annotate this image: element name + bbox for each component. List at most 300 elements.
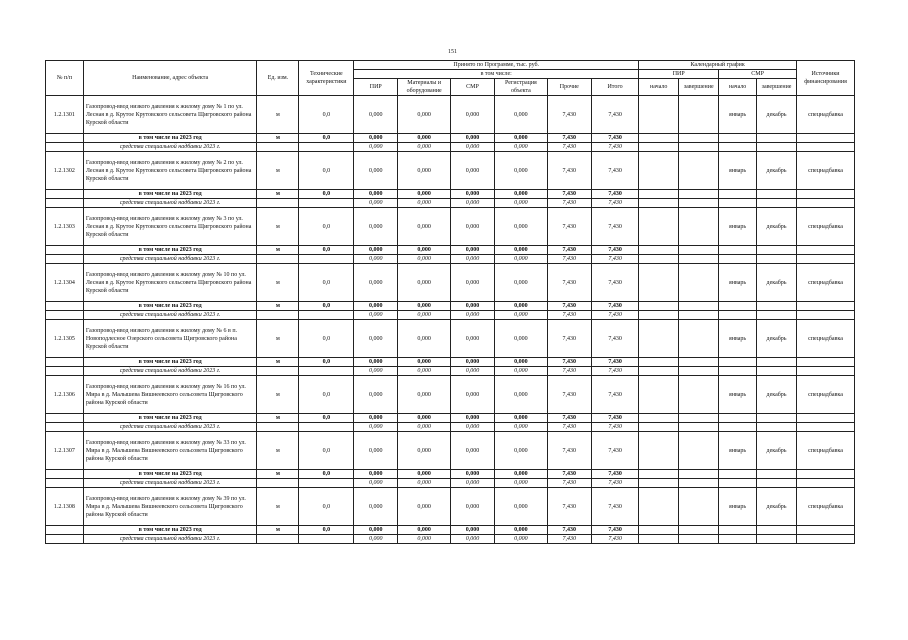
subtotal-pir: 0,000 <box>354 414 398 423</box>
special-other: 7,430 <box>547 367 591 376</box>
subtotal-tech: 0,0 <box>299 302 354 311</box>
smr-end-cell: декабрь <box>757 208 797 246</box>
special-pir: 0,000 <box>354 199 398 208</box>
registration-cell: 0,000 <box>495 376 548 414</box>
special-materials: 0,000 <box>398 199 451 208</box>
special-unit <box>257 143 299 152</box>
subtotal-total: 7,430 <box>591 358 638 367</box>
special-registration: 0,000 <box>495 535 548 544</box>
subtotal-smr: 0,000 <box>450 134 494 143</box>
subtotal-other: 7,430 <box>547 470 591 479</box>
row-number: 1.2.1302 <box>46 152 84 190</box>
sp-e3 <box>719 311 757 320</box>
total-cell: 7,430 <box>591 376 638 414</box>
other-cell: 7,430 <box>547 432 591 470</box>
special-label: средства специальной надбавки 2023 г. <box>83 367 257 376</box>
other-cell: 7,430 <box>547 96 591 134</box>
sub-e3 <box>719 190 757 199</box>
unit-cell: м <box>257 152 299 190</box>
total-cell: 7,430 <box>591 208 638 246</box>
header-pir-end: завершение <box>679 79 719 96</box>
unit-cell: м <box>257 432 299 470</box>
subtotal-other: 7,430 <box>547 134 591 143</box>
subtotal-materials: 0,000 <box>398 470 451 479</box>
special-other: 7,430 <box>547 535 591 544</box>
subtotal-total: 7,430 <box>591 414 638 423</box>
smr-start-cell: январь <box>719 96 757 134</box>
smr-end-cell: декабрь <box>757 432 797 470</box>
sub-e3 <box>719 134 757 143</box>
unit-cell: м <box>257 264 299 302</box>
special-pir: 0,000 <box>354 479 398 488</box>
header-funding: Источники финансирования <box>797 61 855 96</box>
pir-start-cell <box>639 376 679 414</box>
sub-e3 <box>719 526 757 535</box>
sub-e2 <box>679 190 719 199</box>
subtotal-registration: 0,000 <box>495 246 548 255</box>
special-registration: 0,000 <box>495 367 548 376</box>
special-registration: 0,000 <box>495 423 548 432</box>
registration-cell: 0,000 <box>495 264 548 302</box>
sub-e2 <box>679 302 719 311</box>
subtotal-registration: 0,000 <box>495 190 548 199</box>
header-program: Принято по Программе, тыс. руб. <box>354 61 639 70</box>
subtotal-smr: 0,000 <box>450 302 494 311</box>
special-total: 7,430 <box>591 535 638 544</box>
special-total: 7,430 <box>591 143 638 152</box>
special-tech <box>299 311 354 320</box>
sub-e5 <box>797 190 855 199</box>
subtotal-num <box>46 134 84 143</box>
pir-start-cell <box>639 432 679 470</box>
special-num <box>46 143 84 152</box>
sub-e5 <box>797 526 855 535</box>
special-smr: 0,000 <box>450 255 494 264</box>
table-row <box>46 432 855 470</box>
row-number: 1.2.1304 <box>46 264 84 302</box>
unit-cell: м <box>257 488 299 526</box>
subtotal-num <box>46 302 84 311</box>
special-other: 7,430 <box>547 479 591 488</box>
subtotal-registration: 0,000 <box>495 470 548 479</box>
sp-e2 <box>679 479 719 488</box>
registration-cell: 0,000 <box>495 432 548 470</box>
subtotal-other: 7,430 <box>547 246 591 255</box>
sp-e2 <box>679 143 719 152</box>
pir-start-cell <box>639 264 679 302</box>
special-row <box>46 423 855 432</box>
special-unit <box>257 479 299 488</box>
special-other: 7,430 <box>547 199 591 208</box>
subtotal-unit: м <box>257 526 299 535</box>
materials-cell: 0,000 <box>398 152 451 190</box>
sub-e4 <box>757 134 797 143</box>
smr-cell: 0,000 <box>450 432 494 470</box>
smr-cell: 0,000 <box>450 152 494 190</box>
sp-e3 <box>719 367 757 376</box>
sp-e5 <box>797 535 855 544</box>
sub-e3 <box>719 414 757 423</box>
smr-end-cell: декабрь <box>757 264 797 302</box>
sub-e2 <box>679 134 719 143</box>
tech-cell: 0,0 <box>299 320 354 358</box>
subtotal-pir: 0,000 <box>354 190 398 199</box>
subtotal-label: в том числе на 2023 год <box>83 302 257 311</box>
table-header <box>46 61 855 96</box>
special-smr: 0,000 <box>450 311 494 320</box>
sub-e2 <box>679 414 719 423</box>
subtotal-smr: 0,000 <box>450 470 494 479</box>
sp-e5 <box>797 199 855 208</box>
table-body <box>46 96 855 544</box>
sub-e5 <box>797 470 855 479</box>
subtotal-smr: 0,000 <box>450 190 494 199</box>
row-number: 1.2.1305 <box>46 320 84 358</box>
header-name: Наименование, адрес объекта <box>83 61 257 96</box>
sp-e2 <box>679 367 719 376</box>
other-cell: 7,430 <box>547 488 591 526</box>
sp-e4 <box>757 143 797 152</box>
table-row <box>46 96 855 134</box>
other-cell: 7,430 <box>547 152 591 190</box>
special-unit <box>257 199 299 208</box>
tech-cell: 0,0 <box>299 376 354 414</box>
subtotal-total: 7,430 <box>591 190 638 199</box>
sp-e2 <box>679 255 719 264</box>
sub-e3 <box>719 302 757 311</box>
sub-e4 <box>757 190 797 199</box>
pir-end-cell <box>679 264 719 302</box>
subtotal-pir: 0,000 <box>354 302 398 311</box>
subtotal-tech: 0,0 <box>299 470 354 479</box>
subtotal-materials: 0,000 <box>398 246 451 255</box>
header-incl: в том числе: <box>354 70 639 79</box>
special-smr: 0,000 <box>450 367 494 376</box>
materials-cell: 0,000 <box>398 208 451 246</box>
row-number: 1.2.1306 <box>46 376 84 414</box>
sp-e5 <box>797 311 855 320</box>
smr-end-cell: декабрь <box>757 96 797 134</box>
sp-e3 <box>719 143 757 152</box>
subtotal-row <box>46 134 855 143</box>
special-row <box>46 311 855 320</box>
special-materials: 0,000 <box>398 143 451 152</box>
sub-e2 <box>679 358 719 367</box>
pir-start-cell <box>639 208 679 246</box>
smr-cell: 0,000 <box>450 488 494 526</box>
other-cell: 7,430 <box>547 376 591 414</box>
special-registration: 0,000 <box>495 143 548 152</box>
sub-e2 <box>679 246 719 255</box>
special-tech <box>299 535 354 544</box>
sp-e5 <box>797 255 855 264</box>
subtotal-other: 7,430 <box>547 414 591 423</box>
subtotal-total: 7,430 <box>591 246 638 255</box>
table-row <box>46 208 855 246</box>
header-pir: ПИР <box>354 79 398 96</box>
special-num <box>46 367 84 376</box>
sp-e3 <box>719 423 757 432</box>
header-sched-pir: ПИР <box>639 70 719 79</box>
smr-start-cell: январь <box>719 432 757 470</box>
materials-cell: 0,000 <box>398 376 451 414</box>
subtotal-label: в том числе на 2023 год <box>83 526 257 535</box>
smr-start-cell: январь <box>719 264 757 302</box>
subtotal-row <box>46 190 855 199</box>
registration-cell: 0,000 <box>495 488 548 526</box>
subtotal-materials: 0,000 <box>398 302 451 311</box>
subtotal-label: в том числе на 2023 год <box>83 358 257 367</box>
smr-start-cell: январь <box>719 320 757 358</box>
total-cell: 7,430 <box>591 320 638 358</box>
special-registration: 0,000 <box>495 255 548 264</box>
other-cell: 7,430 <box>547 320 591 358</box>
page-number: 151 <box>448 49 457 55</box>
sp-e5 <box>797 423 855 432</box>
special-unit <box>257 255 299 264</box>
sp-e5 <box>797 479 855 488</box>
subtotal-num <box>46 358 84 367</box>
subtotal-label: в том числе на 2023 год <box>83 246 257 255</box>
special-materials: 0,000 <box>398 423 451 432</box>
special-total: 7,430 <box>591 199 638 208</box>
smr-cell: 0,000 <box>450 96 494 134</box>
subtotal-row <box>46 414 855 423</box>
subtotal-registration: 0,000 <box>495 134 548 143</box>
special-materials: 0,000 <box>398 479 451 488</box>
materials-cell: 0,000 <box>398 432 451 470</box>
pir-end-cell <box>679 96 719 134</box>
pir-start-cell <box>639 488 679 526</box>
funding-cell: спецнадбавка <box>797 96 855 134</box>
sub-e4 <box>757 470 797 479</box>
sp-e4 <box>757 423 797 432</box>
special-registration: 0,000 <box>495 479 548 488</box>
special-label: средства специальной надбавки 2023 г. <box>83 535 257 544</box>
special-smr: 0,000 <box>450 143 494 152</box>
smr-cell: 0,000 <box>450 376 494 414</box>
special-row <box>46 255 855 264</box>
subtotal-registration: 0,000 <box>495 358 548 367</box>
registration-cell: 0,000 <box>495 320 548 358</box>
subtotal-smr: 0,000 <box>450 358 494 367</box>
registration-cell: 0,000 <box>495 96 548 134</box>
sub-e4 <box>757 302 797 311</box>
subtotal-other: 7,430 <box>547 526 591 535</box>
special-unit <box>257 535 299 544</box>
funding-cell: спецнадбавка <box>797 376 855 414</box>
sub-e5 <box>797 358 855 367</box>
special-row <box>46 199 855 208</box>
special-smr: 0,000 <box>450 423 494 432</box>
smr-cell: 0,000 <box>450 264 494 302</box>
special-pir: 0,000 <box>354 367 398 376</box>
subtotal-pir: 0,000 <box>354 470 398 479</box>
object-name: Газопровод-ввод низкого давления к жилому дому № 1 по ул. Лесная в д. Крутое Крутовского сельсовета Щигровского района Курской области <box>83 96 257 134</box>
header-tech: Технические характеристики <box>299 61 354 96</box>
tech-cell: 0,0 <box>299 96 354 134</box>
special-total: 7,430 <box>591 423 638 432</box>
sp-e5 <box>797 143 855 152</box>
materials-cell: 0,000 <box>398 96 451 134</box>
subtotal-num <box>46 470 84 479</box>
special-smr: 0,000 <box>450 199 494 208</box>
special-num <box>46 255 84 264</box>
table-row <box>46 264 855 302</box>
special-total: 7,430 <box>591 255 638 264</box>
special-materials: 0,000 <box>398 367 451 376</box>
pir-end-cell <box>679 208 719 246</box>
registration-cell: 0,000 <box>495 208 548 246</box>
special-unit <box>257 311 299 320</box>
special-row <box>46 367 855 376</box>
pir-end-cell <box>679 432 719 470</box>
sub-e3 <box>719 246 757 255</box>
sp-e1 <box>639 311 679 320</box>
special-unit <box>257 423 299 432</box>
sub-e5 <box>797 134 855 143</box>
row-number: 1.2.1307 <box>46 432 84 470</box>
header-smr: СМР <box>450 79 494 96</box>
subtotal-label: в том числе на 2023 год <box>83 414 257 423</box>
header-smr-start: начало <box>719 79 757 96</box>
program-table <box>45 60 855 544</box>
sub-e1 <box>639 190 679 199</box>
subtotal-unit: м <box>257 302 299 311</box>
subtotal-num <box>46 526 84 535</box>
sub-e1 <box>639 526 679 535</box>
subtotal-smr: 0,000 <box>450 414 494 423</box>
tech-cell: 0,0 <box>299 432 354 470</box>
tech-cell: 0,0 <box>299 208 354 246</box>
sp-e4 <box>757 479 797 488</box>
header-smr-end: завершение <box>757 79 797 96</box>
subtotal-total: 7,430 <box>591 302 638 311</box>
subtotal-row <box>46 358 855 367</box>
smr-start-cell: январь <box>719 488 757 526</box>
funding-cell: спецнадбавка <box>797 208 855 246</box>
funding-cell: спецнадбавка <box>797 264 855 302</box>
subtotal-smr: 0,000 <box>450 526 494 535</box>
special-total: 7,430 <box>591 311 638 320</box>
pir-end-cell <box>679 488 719 526</box>
header-schedule: Календарный график <box>639 61 797 70</box>
sub-e4 <box>757 358 797 367</box>
sp-e2 <box>679 311 719 320</box>
pir-cell: 0,000 <box>354 488 398 526</box>
subtotal-unit: м <box>257 414 299 423</box>
row-number: 1.2.1301 <box>46 96 84 134</box>
special-num <box>46 311 84 320</box>
sub-e5 <box>797 302 855 311</box>
tech-cell: 0,0 <box>299 488 354 526</box>
subtotal-num <box>46 190 84 199</box>
object-name: Газопровод-ввод низкого давления к жилому дому № 33 по ул. Мира в д. Малышева Вишнеевского сельсовета Щигровского района Курской области <box>83 432 257 470</box>
special-other: 7,430 <box>547 311 591 320</box>
subtotal-tech: 0,0 <box>299 246 354 255</box>
special-row <box>46 479 855 488</box>
total-cell: 7,430 <box>591 96 638 134</box>
total-cell: 7,430 <box>591 432 638 470</box>
sub-e3 <box>719 358 757 367</box>
subtotal-unit: м <box>257 358 299 367</box>
sub-e1 <box>639 246 679 255</box>
pir-cell: 0,000 <box>354 208 398 246</box>
sp-e4 <box>757 199 797 208</box>
special-pir: 0,000 <box>354 311 398 320</box>
sub-e5 <box>797 414 855 423</box>
special-pir: 0,000 <box>354 535 398 544</box>
special-label: средства специальной надбавки 2023 г. <box>83 311 257 320</box>
special-tech <box>299 255 354 264</box>
special-num <box>46 423 84 432</box>
sub-e2 <box>679 470 719 479</box>
subtotal-row <box>46 302 855 311</box>
funding-cell: спецнадбавка <box>797 488 855 526</box>
sp-e5 <box>797 367 855 376</box>
special-total: 7,430 <box>591 367 638 376</box>
subtotal-tech: 0,0 <box>299 526 354 535</box>
tech-cell: 0,0 <box>299 264 354 302</box>
subtotal-num <box>46 414 84 423</box>
special-pir: 0,000 <box>354 423 398 432</box>
subtotal-tech: 0,0 <box>299 414 354 423</box>
special-pir: 0,000 <box>354 255 398 264</box>
special-num <box>46 479 84 488</box>
special-registration: 0,000 <box>495 199 548 208</box>
sp-e4 <box>757 535 797 544</box>
materials-cell: 0,000 <box>398 264 451 302</box>
special-tech <box>299 423 354 432</box>
pir-cell: 0,000 <box>354 264 398 302</box>
registration-cell: 0,000 <box>495 152 548 190</box>
sub-e1 <box>639 414 679 423</box>
subtotal-pir: 0,000 <box>354 358 398 367</box>
subtotal-tech: 0,0 <box>299 358 354 367</box>
special-total: 7,430 <box>591 479 638 488</box>
special-smr: 0,000 <box>450 479 494 488</box>
sub-e1 <box>639 358 679 367</box>
header-unit: Ед. изм. <box>257 61 299 96</box>
funding-cell: спецнадбавка <box>797 432 855 470</box>
pir-start-cell <box>639 320 679 358</box>
header-num: № п/п <box>46 61 84 96</box>
subtotal-registration: 0,000 <box>495 526 548 535</box>
sub-e3 <box>719 470 757 479</box>
special-materials: 0,000 <box>398 255 451 264</box>
object-name: Газопровод-ввод низкого давления к жилому дому № 16 по ул. Мира в д. Малышева Вишнеевского сельсовета Щигровского района Курской области <box>83 376 257 414</box>
subtotal-unit: м <box>257 134 299 143</box>
subtotal-materials: 0,000 <box>398 134 451 143</box>
special-label: средства специальной надбавки 2023 г. <box>83 199 257 208</box>
subtotal-other: 7,430 <box>547 302 591 311</box>
subtotal-tech: 0,0 <box>299 134 354 143</box>
special-row <box>46 143 855 152</box>
other-cell: 7,430 <box>547 264 591 302</box>
pir-cell: 0,000 <box>354 376 398 414</box>
sub-e4 <box>757 414 797 423</box>
special-registration: 0,000 <box>495 311 548 320</box>
smr-start-cell: январь <box>719 208 757 246</box>
subtotal-materials: 0,000 <box>398 526 451 535</box>
unit-cell: м <box>257 320 299 358</box>
subtotal-label: в том числе на 2023 год <box>83 190 257 199</box>
sp-e1 <box>639 199 679 208</box>
materials-cell: 0,000 <box>398 488 451 526</box>
pir-cell: 0,000 <box>354 320 398 358</box>
total-cell: 7,430 <box>591 488 638 526</box>
materials-cell: 0,000 <box>398 320 451 358</box>
